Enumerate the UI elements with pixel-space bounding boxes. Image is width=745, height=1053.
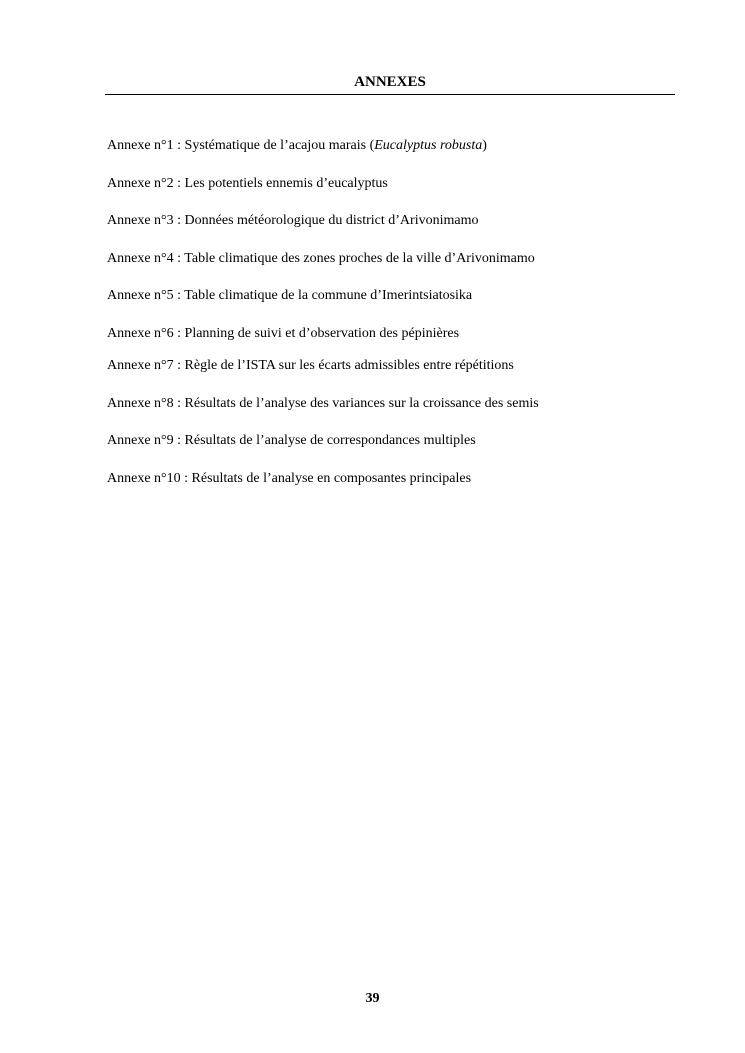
annex-item-5 [107,287,472,305]
annex-title: Résultats de l’analyse en composantes principales [191,471,472,486]
annex-title: Résultats de l’analyse des variances sur la croissance des semis [184,396,539,411]
header-divider [105,94,675,95]
annex-title-suffix: ) [482,138,487,153]
annex-item-1 [107,137,487,155]
annex-item-10 [107,470,471,488]
annex-item-2 [107,175,388,193]
annex-item-3 [107,212,478,230]
annex-number: Annexe n°1 : [107,138,185,153]
annex-item-4 [107,250,535,268]
annex-title: Systématique de l’acajou marais ( [184,138,375,153]
annex-item-8 [107,395,539,413]
annex-number: Annexe n°3 : [107,213,185,228]
annex-title: Planning de suivi et d’observation des pépinières [184,326,460,341]
annex-number: Annexe n°8 : [107,396,185,411]
annex-item-6 [107,325,459,343]
annex-number: Annexe n°4 : [107,251,185,266]
annex-number: Annexe n°10 : [107,471,192,486]
annex-number: Annexe n°6 : [107,326,185,341]
page-number: 39 [365,991,380,1006]
annex-number: Annexe n°5 : [107,288,185,303]
annex-title: Résultats de l’analyse de correspondances multiples [184,433,476,448]
annex-title: Les potentiels ennemis d’eucalyptus [184,176,388,191]
annex-title: Règle de l’ISTA sur les écarts admissibles entre répétitions [184,358,514,373]
annex-title: Données météorologique du district d’Arivonimamo [184,213,479,228]
annex-title: Table climatique de la commune d’Imerintsiatosika [184,288,473,303]
page-title: ANNEXES [354,74,426,90]
annex-species-name: Eucalyptus robusta [374,138,483,153]
annex-number: Annexe n°2 : [107,176,185,191]
annex-item-7 [107,357,514,375]
annex-number: Annexe n°7 : [107,358,185,373]
annex-number: Annexe n°9 : [107,433,185,448]
annex-item-9 [107,432,476,450]
annex-title: Table climatique des zones proches de la ville d’Arivonimamo [184,251,535,266]
